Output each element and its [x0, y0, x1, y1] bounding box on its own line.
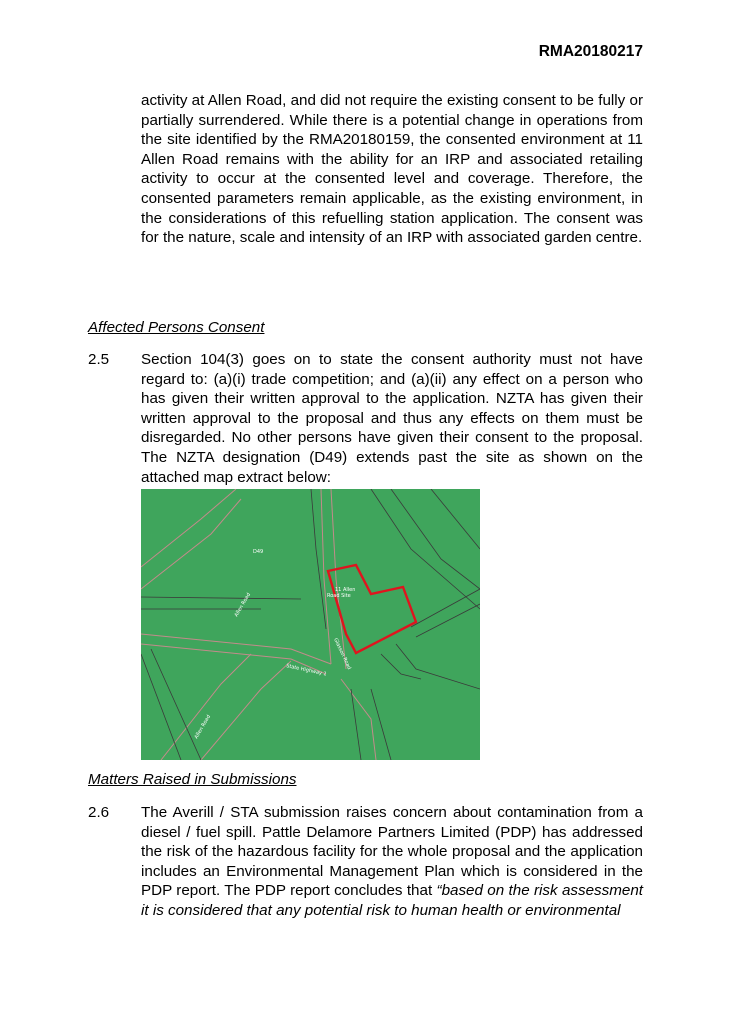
document-reference: RMA20180217: [538, 43, 643, 60]
paragraph-number-2-6: 2.6: [88, 804, 110, 821]
submissions-heading: Matters Raised in Submissions: [88, 771, 297, 788]
paragraph-2-6: [141, 803, 643, 921]
designation-map: [141, 489, 480, 760]
map-road-label-1: Allen Road: [233, 591, 253, 618]
map-label-d49: D49: [253, 549, 264, 555]
paragraph-2-5: Section 104(3) goes on to state the consent authority must not have regard to: (a)(i) trade competition; and (a)(ii) any effect on a person who has given their written approval to the application. NZTA has given their written approval to the proposal and thus any effects on them must be disregarded. No other persons have given their consent to the proposal. The NZTA designation (D49) extends past the site as shown on the attached map extract below:: [141, 351, 643, 486]
paragraph-2-6-text: The Averill / STA submission raises concern about contamination from a diesel / fuel spill. Pattle Delamore Partners Limited (PDP) has addressed the risk of the hazardous facility for the whole proposal and the application includes an Environmental Management Plan which is considered in the PDP report. The PDP report concludes that: [141, 804, 643, 900]
map-road-label-4: Allen Road: [193, 713, 213, 740]
intro-paragraph: activity at Allen Road, and did not require the existing consent to be fully or partially surrendered. While there is a potential change in operations from the site identified by the RMA20180159, the consented environment at 11 Allen Road remains with the ability for an IRP and associated retailing activity to occur at the consented level and coverage. Therefore, the consented parameters remain applicable, as the existing environment, in the considerations of this refuelling station application. The consent was for the nature, scale and intensity of an IRP with associated garden centre.: [141, 92, 643, 247]
paragraph-number-2-5: 2.5: [88, 351, 110, 368]
map-road-label-2: State Highway 1: [285, 663, 328, 678]
pdp-quote: “based on the risk assessment it is considered that any potential risk to human health or environmental: [141, 882, 643, 919]
map-label-site-2: Road Site: [327, 593, 351, 599]
affected-persons-heading: Affected Persons Consent: [88, 319, 265, 336]
map-label-site-1: 11 Allen: [335, 587, 356, 593]
map-road-label-3: Glasson Road: [332, 637, 352, 671]
